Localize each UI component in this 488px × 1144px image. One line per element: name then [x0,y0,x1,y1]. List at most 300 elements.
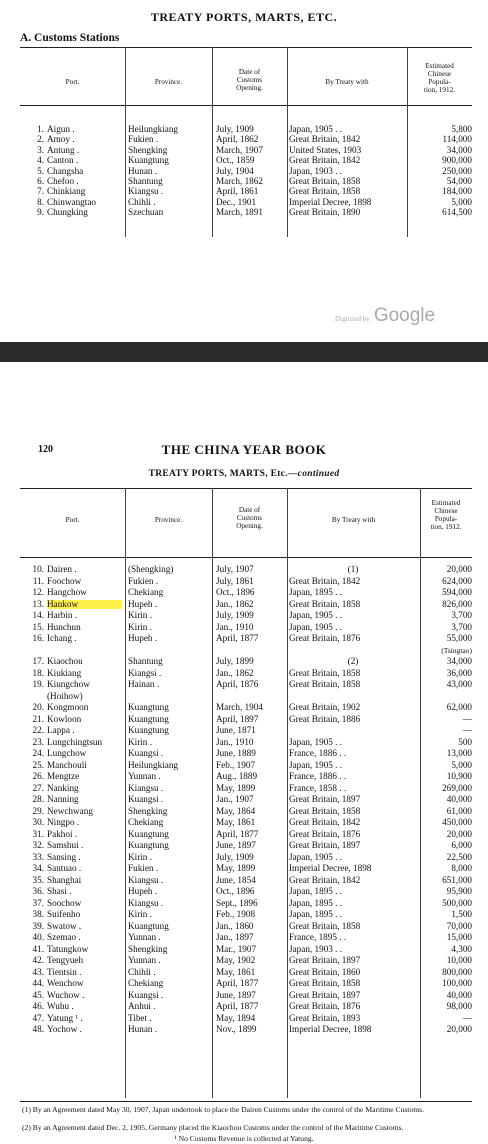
cell-date: April, 1897 [216,714,259,724]
cell-treaty: Great Britain, 1876 [289,829,361,839]
cell-treaty: (2) [347,657,359,666]
header-pop-line: tion, 1912. [424,86,455,94]
cell-treaty: Great Britain, 1876 [289,1002,361,1011]
header-pop-line: tion, 1912. [430,523,462,531]
cell-port: Santuao . [47,864,82,873]
cell-province: Chihli . [128,967,156,977]
cell-date: March, 1904 [216,703,263,712]
cell-pop: 95,900 [446,887,472,896]
cell-treaty: Great Britain, 1858 [289,979,361,988]
cell-province: Chekiang [128,979,164,988]
cell-pop: 13,000 [446,749,472,758]
table-row [20,577,472,587]
cell-port: Ningpo . [47,818,80,827]
cell-treaty: Great Britain, 1858 [289,806,361,816]
table-row [20,680,472,690]
cell-province: Chihli . [128,197,156,207]
cell-date: April, 1862 [216,135,259,145]
table-row [20,933,472,943]
header-province: Province. [154,516,183,524]
cell-port: Tengyueh [47,956,84,965]
header-date-line: Date of [238,68,261,76]
cell-date: Feb., 1907 [216,760,256,770]
cell-date: July, 1861 [216,576,254,586]
cell-province: Kiangsu . [128,783,164,793]
cell-num: 8. [37,197,44,207]
cell-pop: 43,000 [446,680,472,689]
cell-treaty: Imperial Decree, 1898 [289,1025,372,1034]
table-row [20,1025,472,1035]
page-top [0,0,488,342]
header-date [212,68,287,92]
cell-num: 34. [32,864,44,873]
cell-num: 35. [32,875,44,885]
table-row [20,772,472,782]
cell-treaty: Imperial Decree, 1898 [289,197,372,207]
table-row [20,887,472,897]
cell-date: March, 1862 [216,177,263,186]
cell-date: Sept., 1896 [216,898,258,908]
header-pop-line: Estimated [425,62,454,70]
cell-province: Yunnan . [128,772,161,781]
cell-pop: 5,000 [451,197,472,207]
header-date-line: Customs [236,514,263,522]
book-title: THE CHINA YEAR BOOK [161,442,327,457]
table-top-rule [20,488,472,489]
cell-pop: 20,000 [446,829,472,839]
header-treaty: By Treaty with [331,516,376,524]
cell-treaty: France, 1895 . . [289,933,347,942]
cell-date: July, 1909 [216,852,254,862]
cell-treaty: Japan, 1895 . . [289,898,343,908]
header-port: Port. [65,516,80,524]
cell-province: Kuangsi . [128,795,164,804]
table-row [20,807,472,817]
cell-num: 24. [32,749,44,758]
cell-date: June, 1854 [216,875,256,885]
cell-treaty: Great Britain, 1897 [289,956,361,965]
cell-num: 12. [32,588,44,597]
cell-date: July, 1909 [216,611,254,620]
cell-province: Heilungkiang [128,125,179,134]
table-header-rule [20,105,472,106]
cell-date: Nov., 1899 [216,1025,257,1034]
cell-province: Szechuan [128,208,164,218]
cell-num: 14. [32,611,44,620]
cell-treaty: Great Britain, 1860 [289,967,361,977]
table-row [20,979,472,989]
cell-port: Chinkiang [47,187,86,197]
cell-treaty: Japan, 1905 . . [289,611,343,620]
table-row [20,818,472,828]
table-row [20,899,472,909]
cell-port: Szemao . [47,933,81,942]
cell-province: Hunan . [128,1025,158,1034]
cell-treaty: United States, 1903 [289,145,362,155]
cell-province: Kirin . [128,737,152,747]
table-row [20,657,472,667]
cell-province: Fukien . [128,135,159,145]
cell-num: 26. [32,772,44,781]
cell-num: 20. [32,703,44,712]
cell-date: July, 1909 [216,125,254,134]
cell-num: 2. [37,135,44,145]
cell-pop: 826,000 [442,599,472,609]
cell-port: Lappa . [47,726,75,735]
cell-treaty: Great Britain, 1897 [289,990,361,1000]
cell-treaty: Japan, 1895 . . [289,910,343,919]
cell-num: 43. [32,967,44,977]
cell-province: Kirin . [128,622,152,632]
cell-pop: 40,000 [446,795,472,804]
cell-pop: 40,000 [446,990,472,1000]
table-row [20,726,472,736]
table-row [20,738,472,748]
table-row [20,167,472,177]
cell-date: April, 1877 [216,634,259,643]
table-row [20,611,472,621]
cell-province: Kuangtung [128,703,169,712]
page-separator [0,342,488,362]
cell-province: Hupeh . [128,634,158,643]
cell-num: 16. [32,634,44,643]
cell-province: Yunnan . [128,956,161,965]
table-row [20,1014,472,1024]
cell-pop: 15,000 [446,933,472,942]
cell-province: Fukien . [128,864,159,873]
cell-date: Jan., 1907 [216,795,254,804]
cell-province: Chekiang [128,588,164,597]
cell-pop: 34,000 [446,145,472,155]
cell-num: 31. [32,829,44,839]
cell-port: Chinwangtao [47,197,96,207]
table-row [20,968,472,978]
cell-province: Kirin . [128,852,152,862]
cell-pop: 22,500 [446,852,472,862]
watermark-text: Digitized by [335,315,370,323]
header-province: Province. [154,78,183,86]
cell-num: 13. [32,599,44,609]
cell-port: Sansing . [47,852,81,862]
cell-num: 44. [32,979,44,988]
cell-date: March, 1907 [216,145,263,155]
cell-num: 40. [32,933,44,942]
page-title: TREATY PORTS, MARTS, ETC. [150,10,338,24]
cell-province: Kuangtung [128,156,169,166]
table-header-rule [20,557,472,558]
page-number: 120 [38,444,53,455]
cell-date: Jan., 1910 [216,622,254,632]
cell-treaty: Great Britain, 1842 [289,135,361,145]
cell-pop: 114,000 [442,135,472,145]
cell-port: Harbin . [47,611,78,620]
table-row [20,187,472,197]
cell-treaty: Japan, 1905 . . [289,737,343,747]
cell-port: Nanning [47,795,79,804]
cell-num: 41. [32,944,44,954]
table-row [20,864,472,874]
cell-num: 5. [37,166,44,176]
cell-pop: 250,000 [442,166,472,176]
cell-pop: 500 [458,737,472,747]
cell-treaty: Great Britain, 1858 [289,680,361,689]
header-pop-line: Popula- [428,78,451,86]
cell-num: 30. [32,818,44,827]
cell-date: Jan., 1897 [216,933,254,942]
cell-port: Hankow [47,600,122,610]
cell-treaty: Great Britain, 1902 [289,703,361,712]
table-row [20,125,472,135]
header-pop-line: Chinese [434,507,458,515]
header-date-line: Opening. [236,522,263,530]
cell-treaty: Great Britain, 1842 [289,156,361,166]
table-row [20,156,472,166]
cell-treaty: Japan, 1895 . . [289,887,343,896]
cell-port: Tatungkow [47,944,89,954]
cell-num: 17. [32,657,44,666]
cell-date: May, 1902 [216,956,256,965]
cell-date: May, 1899 [216,864,256,873]
cell-treaty: Great Britain, 1858 [289,177,361,186]
header-pop-line: Popula- [434,515,458,523]
cell-province: Shantung [128,177,163,186]
cell-date: June, 1897 [216,841,256,850]
footnote-rule [20,1101,472,1102]
table-row [20,749,472,759]
cell-num: 27. [32,783,44,793]
cell-date: Dec., 1901 [216,197,257,207]
cell-pop: 594,000 [442,588,472,597]
table-row [20,784,472,794]
cell-num: 45. [32,990,44,1000]
cell-date: July, 1904 [216,166,254,176]
table-row [20,634,472,644]
cell-port: Chefoo . [47,177,79,186]
cell-date: Aug., 1889 [216,772,258,781]
cell-port: Chungking [47,208,88,218]
cell-date: July, 1899 [216,657,254,666]
cell-pop: 1,500 [451,910,472,919]
cell-pop: 62,000 [446,703,472,712]
table-row [20,991,472,1001]
table-row [20,208,472,218]
cell-pop: — [462,714,472,724]
table-row [20,198,472,208]
subtitle-continued: —continued [287,469,340,479]
cell-port: Swatow . [47,921,82,931]
cell-treaty: Japan, 1903 . . [289,944,343,954]
cell-num: 33. [32,852,44,862]
cell-pop: 500,000 [442,898,472,908]
cell-date: Mar., 1907 [216,944,257,954]
subtitle-text: TREATY PORTS, MARTS, Etc. [148,469,288,479]
cell-num: 42. [32,956,44,965]
cell-treaty: Japan, 1905 . . [289,760,343,770]
cell-num: 32. [32,841,44,850]
cell-date: May, 1894 [216,1013,256,1023]
cell-province: Kirin . [128,611,152,620]
cell-date: April, 1861 [216,187,259,197]
cell-date: Oct., 1896 [216,588,255,597]
cell-province: Kuangtung [128,841,169,850]
cell-province: Shengking [128,145,168,155]
cell-date: June, 1871 [216,726,256,735]
cell-treaty: Great Britain, 1890 [289,208,361,218]
cell-pop: 4,300 [451,944,472,954]
cell-province: Kiangsi . [128,668,162,678]
cell-pop: 5,000 [451,760,472,770]
cell-date: May, 1861 [216,967,256,977]
table-row [20,703,472,713]
cell-province: Shengking [128,806,168,816]
table-row [20,646,472,656]
cell-treaty: Imperial Decree, 1898 [289,864,372,873]
cell-date: April, 1877 [216,979,259,988]
cell-num: 23. [32,737,44,747]
cell-port: Soochow [47,898,82,908]
table-row [20,177,472,187]
footnote-1: (1) By an Agreement dated May 30, 1907, Japan undertook to place the Dairen Customs under the control of the Maritime Customs. [22,1105,424,1114]
cell-province: Hupeh . [128,887,158,896]
cell-pop: 3,700 [451,611,472,620]
cell-pop: — [462,1013,472,1023]
cell-num: 11. [32,576,44,586]
cell-pop: 900,000 [442,156,472,166]
watermark-logo: Google [373,305,436,326]
cell-province: Kiangsu . [128,875,164,885]
cell-treaty: Great Britain, 1886 [289,714,361,724]
cell-port: Lungchingtsun [47,737,103,747]
cell-num: 22. [32,726,44,735]
cell-pop: 10,900 [446,772,472,781]
cell-treaty: France, 1886 . . [289,749,347,758]
cell-date: March, 1891 [216,208,263,218]
cell-num: 38. [32,910,44,919]
cell-pop: 20,000 [446,565,472,574]
cell-port: (Hoihow) [47,691,83,701]
cell-treaty: Great Britain, 1858 [289,599,361,609]
cell-treaty: Great Britain, 1842 [289,875,361,885]
cell-port: Wuchow . [47,990,85,1000]
cell-date: May, 1899 [216,783,256,793]
cell-province: Kuangtung [128,714,169,724]
cell-province: Kuangsi . [128,749,164,758]
cell-port: Kiukiang [47,668,82,678]
cell-province: (Shengking) [128,565,174,574]
cell-treaty: Great Britain, 1858 [289,187,361,197]
cell-treaty: Great Britain, 1897 [289,841,361,850]
cell-date: May, 1861 [216,818,256,827]
cell-date: Oct., 1859 [216,156,255,166]
table-top-rule [20,47,472,48]
cell-treaty: Great Britain, 1858 [289,668,361,678]
table-row [20,795,472,805]
cell-treaty: Great Britain, 1858 [289,921,361,931]
cell-num: 4. [37,156,44,166]
cell-treaty: Japan, 1903 . . [289,166,343,176]
table-row [20,945,472,955]
cell-port: Ichang . [47,634,77,643]
table-row [20,910,472,920]
header-date-line: Opening. [236,84,263,92]
cell-pop: 269,000 [442,783,472,793]
cell-port: Suifenho [47,910,81,919]
cell-treaty: Japan, 1905 . . [289,622,343,632]
cell-num: 10. [32,565,44,574]
table-row [20,922,472,932]
header-population [420,499,472,531]
cell-num: 46. [32,1002,44,1011]
cell-province: Hunan . [128,166,158,176]
cell-port: Wuhu . [47,1002,74,1011]
cell-port: Yochow . [47,1025,82,1034]
page-bottom [0,362,488,1144]
cell-date: Jan., 1910 [216,737,254,747]
header-port: Port. [65,78,80,86]
header-pop-line: Chinese [427,70,452,78]
table-row [20,876,472,886]
cell-pop: 98,000 [446,1002,472,1011]
cell-pop: (Tsingtao) [441,645,472,655]
cell-date: Jan., 1862 [216,599,254,609]
table-row [20,692,472,702]
cell-num: 3. [37,145,44,155]
cell-port: Samshui . [47,841,84,850]
cell-date: Feb., 1908 [216,910,256,919]
table-row [20,1002,472,1012]
cell-treaty: Great Britain, 1893 [289,1013,361,1023]
cell-num: 21. [32,714,44,724]
cell-pop: 3,700 [451,622,472,632]
cell-port: Mengtze [47,772,80,781]
table-row [20,669,472,679]
header-date [212,506,287,530]
header-pop-line: Estimated [431,499,461,507]
cell-port: Pakhoi . [47,829,78,839]
cell-port: Antung . [47,145,80,155]
cell-num: 19. [32,680,44,689]
table-row [20,853,472,863]
cell-pop: 6,000 [451,841,472,850]
cell-date: April, 1877 [216,829,259,839]
cell-treaty: France, 1886 . . [289,772,347,781]
cell-treaty: Japan, 1895 . . [289,588,343,597]
cell-province: Kuangtung [128,726,169,735]
cell-province: Fukien . [128,576,159,586]
table-row [20,956,472,966]
cell-port: Foochow [47,576,82,586]
cell-pop: 624,000 [442,576,472,586]
table-row [20,623,472,633]
section-heading: A. Customs Stations [20,32,120,44]
cell-treaty: (1) [347,565,359,574]
cell-pop: 8,000 [451,864,472,873]
cell-date: July, 1907 [216,565,254,574]
cell-num: 28. [32,795,44,804]
cell-date: June, 1889 [216,749,256,758]
table-row [20,588,472,598]
cell-port: Shasi . [47,887,72,896]
footnote-3: ¹ No Customs Revenue is collected at Yatung. [174,1134,314,1143]
cell-province: Kuangtung [128,921,169,931]
cell-treaty: Great Britain, 1897 [289,795,361,804]
cell-date: Jan., 1860 [216,921,254,931]
page-subtitle [0,469,488,479]
cell-treaty: Great Britain, 1876 [289,634,361,643]
cell-pop: 61,000 [446,806,472,816]
table-row [20,715,472,725]
cell-port: Dairen . [47,565,77,574]
